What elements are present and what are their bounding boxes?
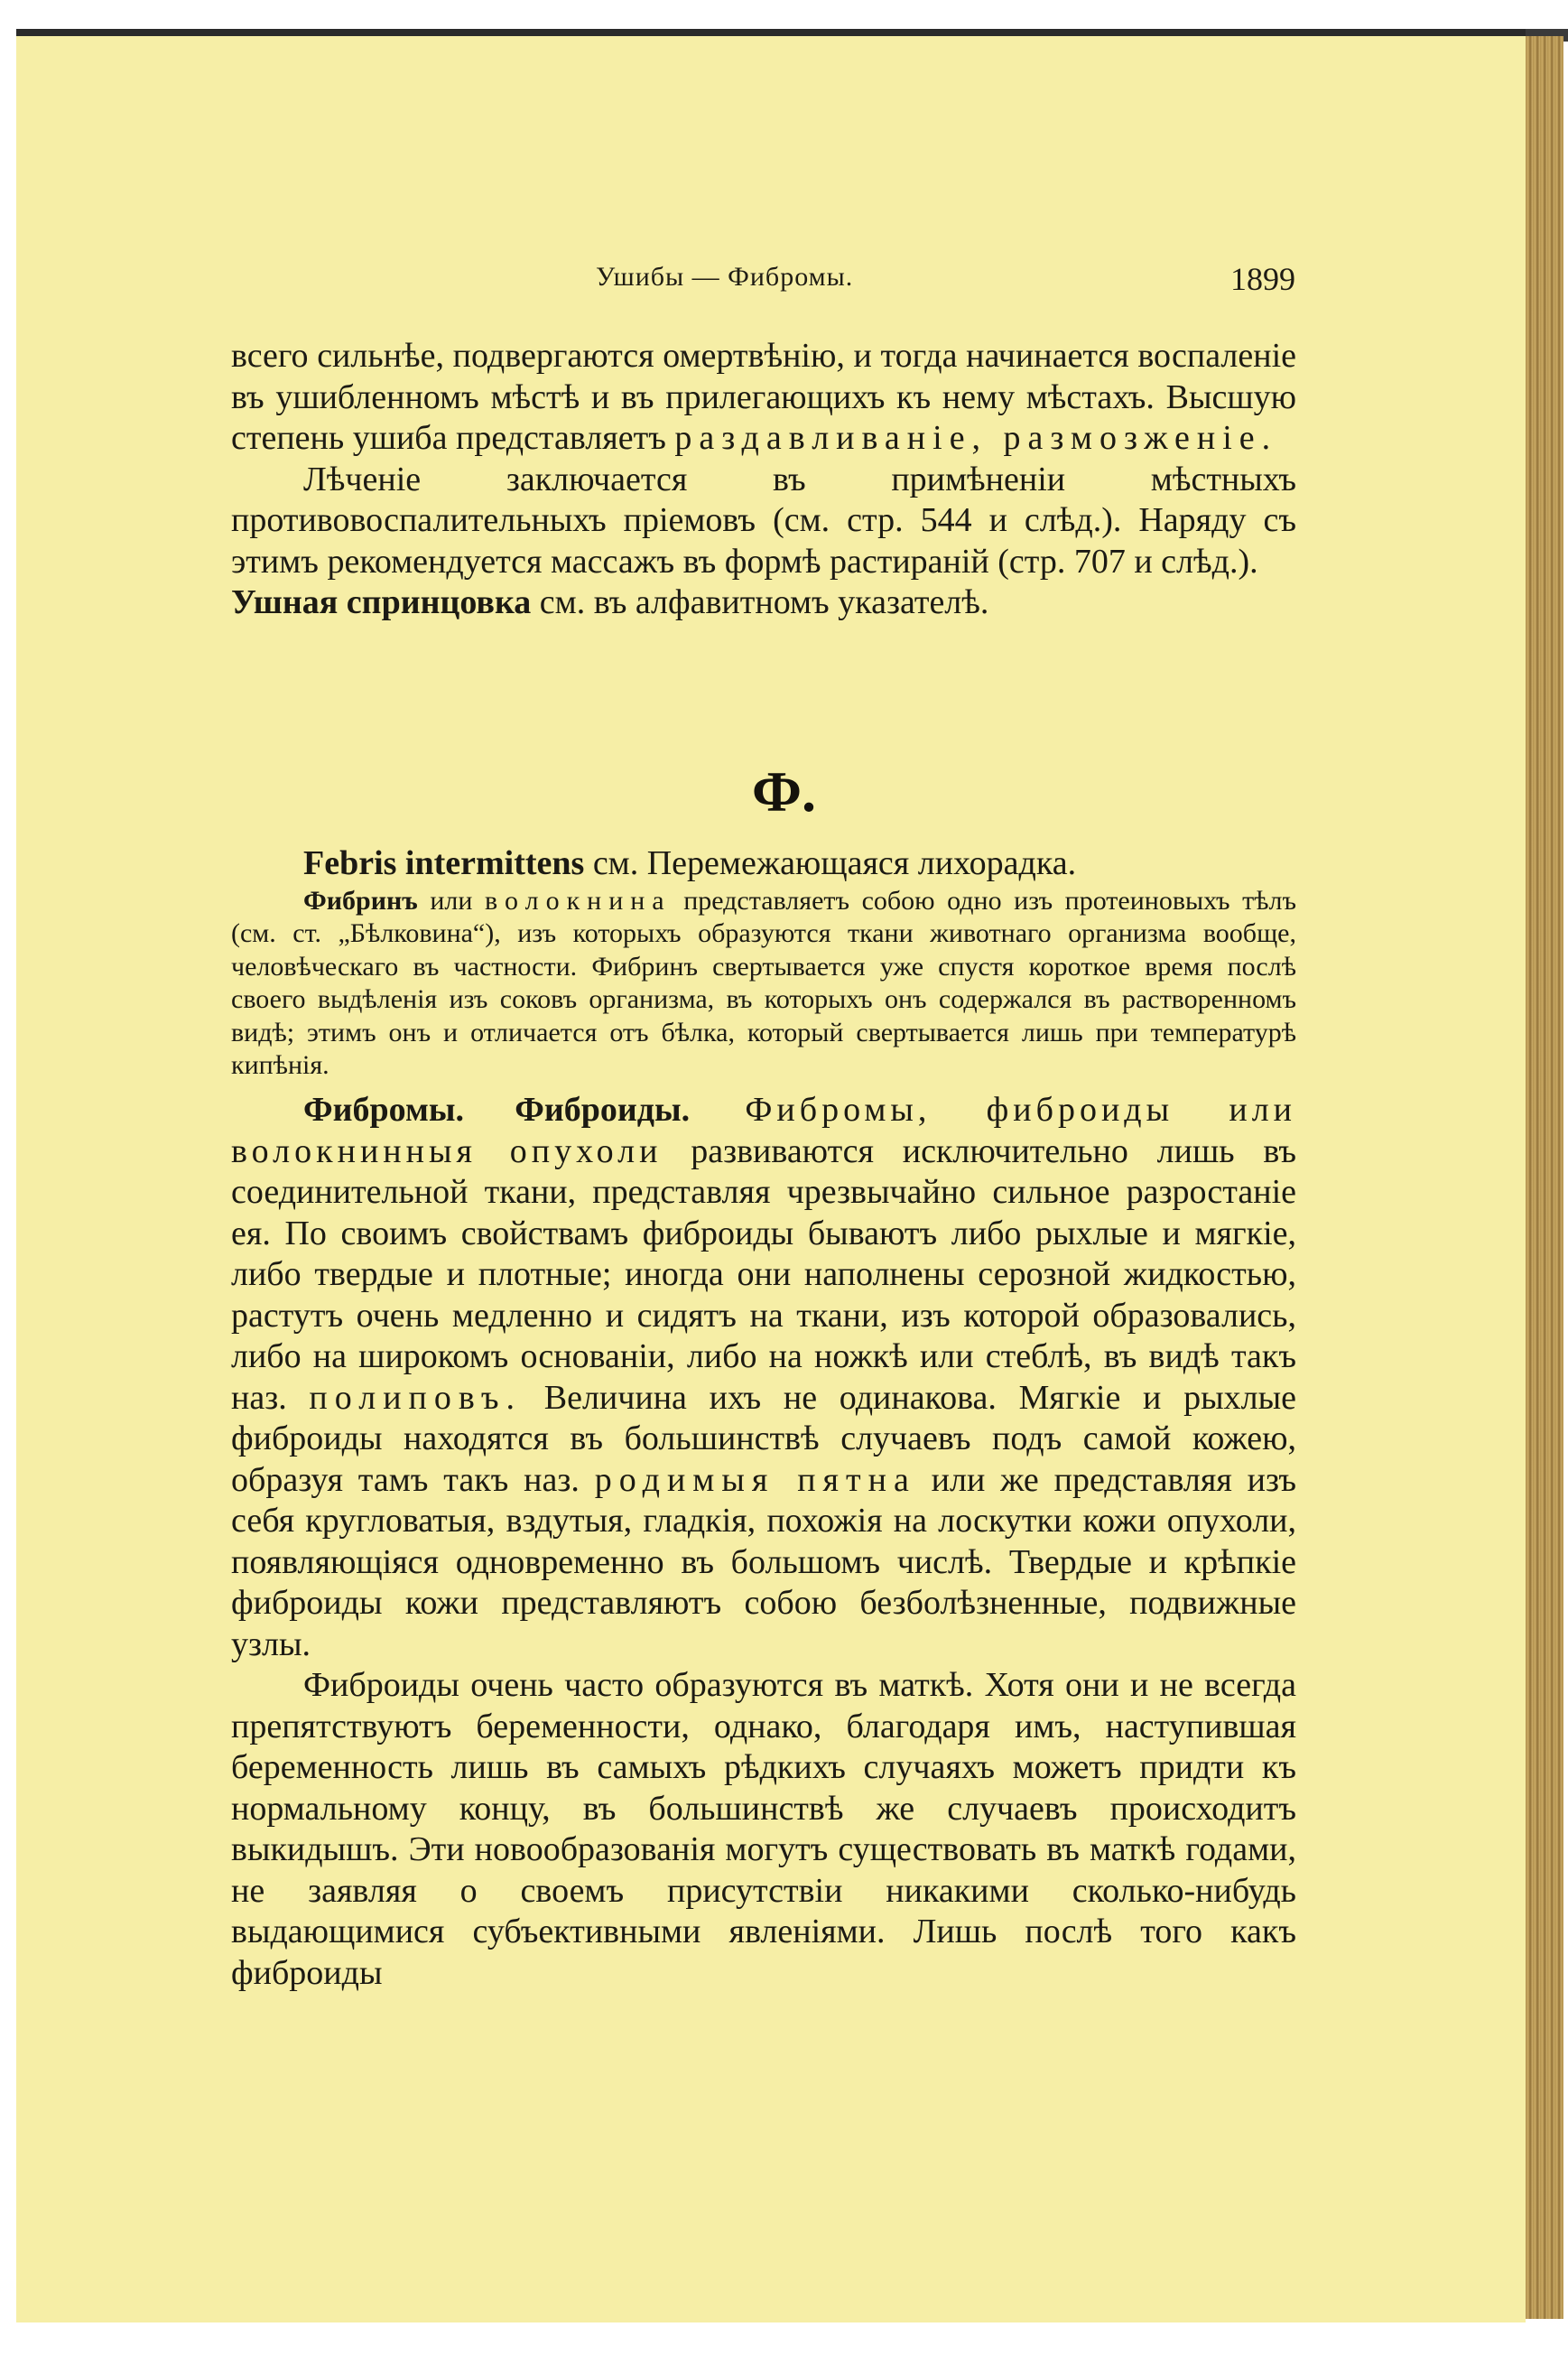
spaced-term: родимыя пятна	[594, 1460, 916, 1499]
paragraph: Фиброиды очень часто образуются въ маткѣ. Хотя они и не всегда препятствуютъ беременности, однако, благодаря имъ, наступившая беременность лишь въ самыхъ рѣдкихъ случаяхъ можетъ придти къ нормальному концу, въ большинствѣ же случаевъ происходитъ выкидышъ. Эти новообразованія могутъ существовать въ маткѣ годами, не заявляя о своемъ присутствіи никакими сколько-нибудь выдающимися субъективными явленіями. Лишь послѣ того какъ фиброиды	[231, 1666, 1296, 1992]
spaced-term: раздавливаніе, размозженіе.	[674, 419, 1278, 457]
entry-ushiby	[231, 336, 1296, 624]
section-f-entries	[231, 843, 1296, 1994]
spaced-term: Фибромы, фиброиды или волокнинныя опухоли	[231, 1091, 1296, 1170]
headword: Фибринъ	[303, 885, 418, 916]
text: развиваются исключительно лишь въ соединительной ткани, представляя чрезвычайно сильное разростаніе ея. По своимъ свойствамъ фиброиды бываютъ либо рыхлые и мягкіе, либо твердые и плотные; иногда они наполнены серозной жидкостью, растутъ очень медленно и сидятъ на ткани, изъ которой образовались, либо на широкомъ основаніи, либо на ножкѣ или стеблѣ, въ видѣ такъ наз.	[231, 1131, 1296, 1417]
spaced-term: волокнина	[485, 885, 672, 916]
text: или	[417, 885, 486, 916]
page-number: 1899	[1230, 261, 1295, 297]
text: или же представляя изъ себя кругловатыя, вздутыя, гладкія, похожія на лоскутки кожи опухоли, появляющіяся одновременно въ большомъ числѣ. Твердые и крѣпкіе фиброиды кожи представляютъ собою безболѣзненные, подвижные узлы.	[231, 1460, 1296, 1663]
book-page-edges	[1526, 36, 1563, 2319]
section-letter: Ф.	[752, 759, 816, 824]
paragraph	[231, 336, 1296, 460]
entry-ushnaya-sprintsovka	[231, 582, 1296, 624]
headword: Febris intermittens	[303, 844, 585, 882]
headword: Фибромы. Фиброиды.	[303, 1091, 691, 1130]
page-header	[596, 260, 1295, 296]
entry-fibrin	[231, 885, 1296, 1084]
text: Величина ихъ не одинакова. Мягкіе и рыхлые фиброиды находятся въ большинствѣ случаевъ подъ самой кожею, образуя тамъ такъ наз.	[231, 1378, 1296, 1499]
text: представляетъ собою одно изъ протеиновыхъ тѣлъ (см. ст. „Бѣлковина“), изъ которыхъ образуются ткани животнаго организма вообще, человѣческаго въ частности. Фибринъ свертывается уже спустя короткое время послѣ своего выдѣленія изъ соковъ организма, въ которыхъ онъ содержался въ растворенномъ видѣ; этимъ онъ и отличается отъ бѣлка, который свертывается лишь при температурѣ кипѣнія.	[231, 885, 1296, 1081]
text: см. въ алфавитномъ указателѣ.	[531, 583, 989, 621]
running-title: Ушибы — Фибромы.	[596, 262, 854, 292]
paragraph: Лѣченіе заключается въ примѣненіи мѣстныхъ противовоспалительныхъ пріемовъ (см. стр. 544 и слѣд.). Наряду съ этимъ рекомендуется массажъ въ формѣ растираній (стр. 707 и слѣд.).	[231, 460, 1296, 581]
text: см. Перемежающаяся лихорадка.	[584, 844, 1077, 882]
spaced-term: полиповъ.	[309, 1378, 523, 1417]
headword: Ушная спринцовка	[231, 583, 532, 621]
text: всего сильнѣе, подвергаются омертвѣнію, и тогда начинается воспаленіе въ ушибленномъ мѣстѣ и въ прилегающихъ къ нему мѣстахъ. Высшую степень ушиба представляетъ	[231, 337, 1296, 457]
entry-fibromy	[231, 1090, 1296, 1665]
entry-febris	[231, 843, 1296, 885]
